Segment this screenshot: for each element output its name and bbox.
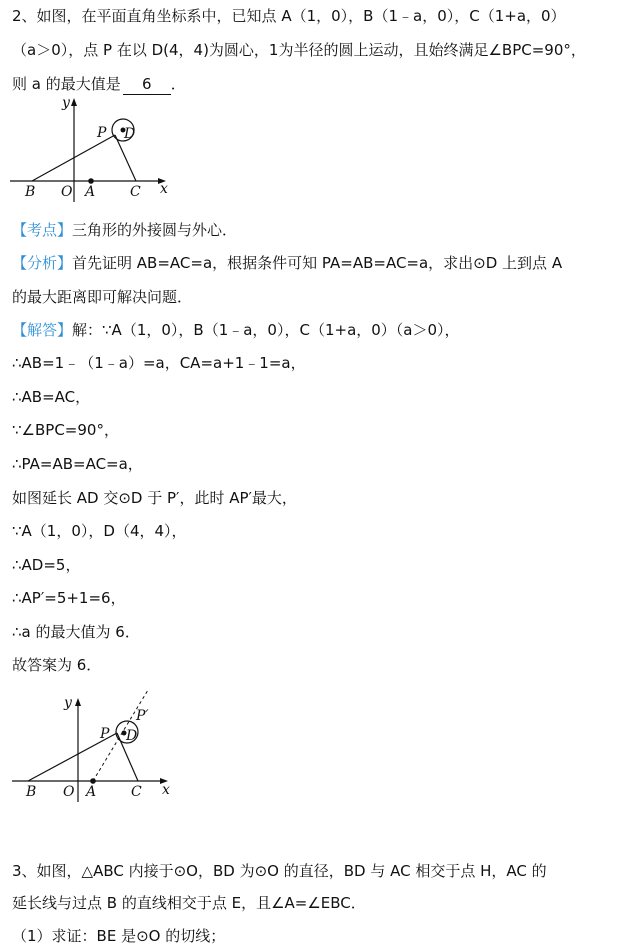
solution-step-1: ∴AB=1﹣（1﹣a）=a，CA=a+1﹣1=a， [12, 354, 306, 372]
fig2-label-b: B [26, 784, 37, 800]
jieda-text: 解：∵A（1，0），B（1﹣a，0），C（1+a，0）（a＞0）， [72, 321, 460, 339]
fig1-label-a: A [85, 184, 96, 200]
fig2-label-p: P [100, 726, 110, 742]
fenxi-line-1 [12, 253, 562, 273]
fenxi-tag: 【分析】 [12, 254, 73, 272]
fig2-label-p-prime: P′ [136, 708, 149, 724]
fig2-label-a: A [86, 784, 97, 800]
q3-line-3: （1）求证：BE 是⊙O 的切线； [12, 927, 226, 945]
q2-answer-blank: 6 [123, 74, 171, 95]
fig2-label-c: C [131, 784, 142, 800]
q2-line-3-prefix: 则 a 的最大值是 [12, 75, 121, 93]
kaodian-text: 三角形的外接圆与外心． [72, 221, 238, 239]
kaodian-line [12, 220, 237, 240]
jieda-tag: 【解答】 [12, 321, 73, 339]
fig1-label-x: x [160, 181, 168, 197]
fig1-label-c: C [130, 184, 141, 200]
fenxi-line-2: 的最大距离即可解决问题． [12, 288, 193, 306]
kaodian-tag: 【考点】 [12, 221, 73, 239]
fig1-label-p: P [97, 125, 107, 141]
fig1-label-o: O [61, 184, 73, 200]
solution-step-4: ∴PA=AB=AC=a， [12, 455, 143, 473]
solution-step-8: ∴AP′=5+1=6， [12, 589, 126, 607]
q2-line-1: 2、如图，在平面直角坐标系中，已知点 A（1，0），B（1﹣a，0），C（1+a，0） [12, 7, 566, 25]
solution-step-10: 故答案为 6． [12, 656, 102, 674]
figure-2 [0, 688, 200, 808]
solution-step-5: 如图延长 AD 交⊙D 于 P′，此时 AP′最大， [12, 489, 297, 507]
solution-step-3: ∵∠BPC=90°， [12, 421, 119, 439]
fig2-label-o: O [63, 784, 75, 800]
solution-step-2: ∴AB=AC， [12, 388, 91, 406]
fig2-label-y: y [64, 695, 72, 711]
figure-1 [0, 92, 200, 208]
solution-step-7: ∴AD=5， [12, 556, 81, 574]
q3-line-2: 延长线与过点 B 的直线相交于点 E，且∠A=∠EBC． [12, 894, 366, 912]
fenxi-text-1: 首先证明 AB=AC=a，根据条件可知 PA=AB=AC=a，求出⊙D 上到点 A [72, 254, 563, 272]
solution-step-9: ∴a 的最大值为 6． [12, 623, 140, 641]
fig2-label-d: D [126, 728, 138, 744]
fig2-label-x: x [162, 782, 170, 798]
q2-line-2: （a＞0），点 P 在以 D(4，4)为圆心，1为半径的圆上运动，且始终满足∠BPC=90°， [12, 41, 586, 59]
fig1-label-d: D [124, 126, 136, 142]
fig1-label-b: B [25, 184, 36, 200]
q2-line-3-suffix: ． [170, 75, 186, 93]
solution-step-6: ∵A（1，0），D（4，4）， [12, 522, 187, 540]
jieda-line [12, 320, 460, 340]
fig1-label-y: y [62, 95, 70, 111]
q3-line-1: 3、如图，△ABC 内接于⊙O，BD 为⊙O 的直径，BD 与 AC 相交于点 H，AC 的 [12, 862, 547, 880]
